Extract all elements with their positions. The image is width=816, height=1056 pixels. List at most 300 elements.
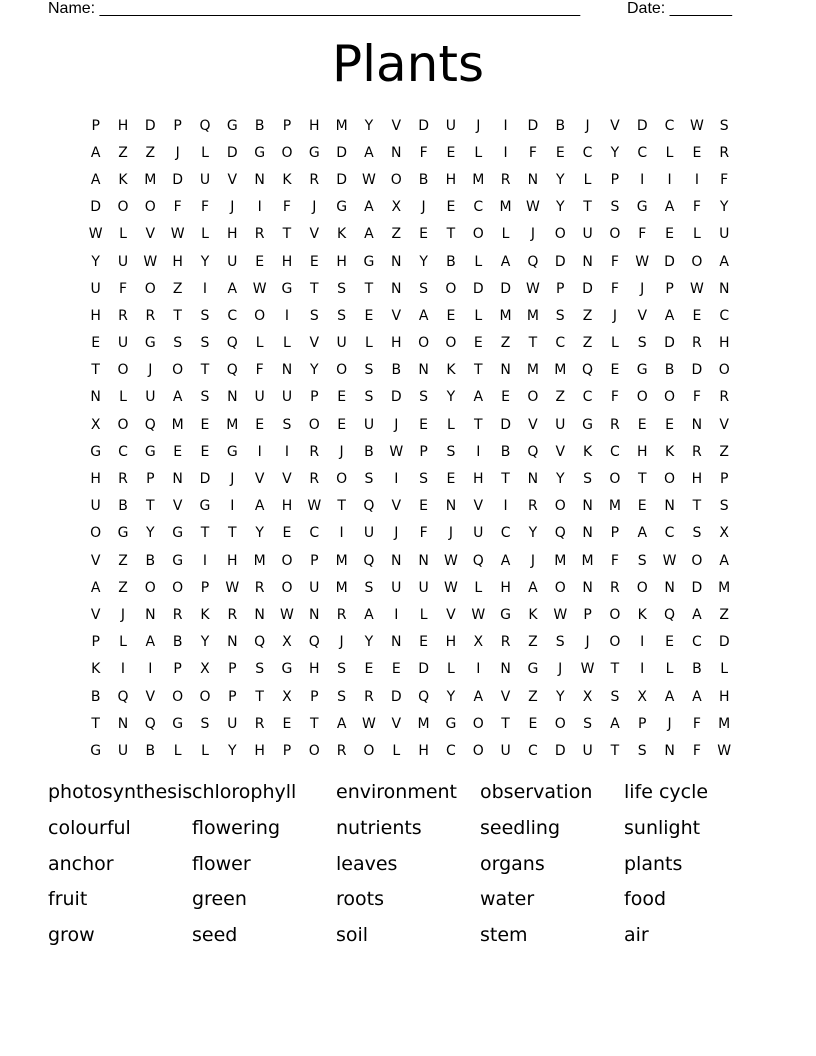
grid-letter: N	[391, 144, 402, 161]
grid-letter: O	[527, 389, 539, 406]
grid-letter: T	[228, 525, 237, 542]
grid-letter: I	[640, 661, 645, 678]
grid-letter: K	[582, 443, 593, 460]
grid-letter: E	[337, 416, 347, 433]
grid-letter: T	[146, 498, 155, 515]
grid-letter: C	[528, 742, 538, 759]
grid-letter: Z	[582, 335, 593, 352]
grid-letter: B	[446, 253, 456, 270]
grid-letter: M	[171, 416, 184, 433]
grid-letter: W	[143, 253, 158, 270]
grid-letter: D	[199, 471, 211, 488]
word-bank-item: observation	[480, 781, 593, 803]
name-line: Name: ______________________________________________________	[48, 0, 581, 17]
word-bank-item: green	[192, 888, 247, 911]
word-bank	[48, 778, 768, 957]
grid-letter: F	[692, 742, 701, 759]
grid-letter: R	[118, 471, 128, 488]
grid-letter: O	[390, 171, 402, 188]
grid-letter: Z	[555, 389, 566, 406]
grid-letter: N	[527, 171, 539, 188]
grid-letter: E	[501, 389, 511, 406]
grid-letter: A	[500, 552, 511, 569]
grid-letter: F	[255, 362, 264, 379]
grid-letter: O	[117, 199, 129, 216]
grid-letter: G	[199, 498, 211, 515]
grid-letter: T	[310, 715, 319, 732]
grid-letter: L	[665, 144, 674, 161]
grid-row	[82, 601, 738, 628]
grid-letter: H	[472, 471, 484, 488]
grid-letter: X	[282, 688, 292, 705]
grid-letter: W	[689, 280, 704, 297]
grid-letter: B	[118, 498, 128, 515]
grid-letter: M	[608, 498, 621, 515]
grid-letter: S	[364, 579, 374, 596]
grid-letter: O	[554, 498, 566, 515]
word-bank-item: air	[624, 924, 649, 947]
grid-letter: G	[281, 661, 293, 678]
grid-letter: V	[391, 715, 402, 732]
grid-letter: O	[664, 471, 676, 488]
grid-letter: T	[91, 715, 100, 732]
grid-letter: M	[526, 362, 539, 379]
grid-letter: G	[527, 661, 539, 678]
grid-letter: J	[448, 525, 453, 542]
grid-row	[82, 520, 738, 547]
grid-row	[82, 547, 738, 574]
grid-letter: W	[553, 606, 568, 623]
grid-letter: A	[364, 606, 374, 623]
grid-letter: Y	[200, 634, 210, 651]
grid-letter: P	[719, 471, 729, 488]
grid-letter: L	[201, 144, 209, 161]
grid-letter: R	[692, 443, 702, 460]
word-bank-item: flower	[192, 852, 251, 875]
grid-letter: S	[364, 389, 374, 406]
grid-letter: O	[554, 715, 566, 732]
grid-letter: U	[555, 416, 566, 433]
grid-letter: O	[609, 471, 621, 488]
grid-letter: D	[90, 199, 102, 216]
grid-letter: J	[339, 634, 344, 651]
grid-letter: F	[692, 199, 701, 216]
grid-letter: V	[282, 471, 292, 488]
grid-letter: U	[445, 117, 457, 134]
grid-letter: O	[172, 362, 184, 379]
grid-letter: D	[527, 117, 539, 134]
grid-letter: A	[336, 715, 347, 732]
grid-letter: M	[335, 579, 348, 596]
word-bank-item: environment	[336, 781, 458, 803]
grid-letter: H	[718, 335, 730, 352]
grid-letter: V	[145, 688, 156, 705]
grid-letter: Z	[172, 280, 183, 297]
grid-letter: Q	[363, 552, 375, 569]
grid-letter: K	[528, 606, 538, 623]
grid-letter: F	[610, 552, 619, 569]
grid-letter: E	[665, 226, 674, 243]
grid-letter: G	[144, 443, 156, 460]
grid-letter: T	[337, 498, 346, 515]
grid-letter: G	[117, 525, 129, 542]
grid-row	[82, 194, 738, 221]
grid-letter: G	[636, 362, 648, 379]
grid-letter: P	[310, 389, 319, 406]
grid-letter: E	[364, 307, 374, 324]
grid-letter: H	[445, 171, 457, 188]
grid-letter: C	[118, 443, 128, 460]
grid-letter: V	[610, 117, 620, 134]
grid-letter: F	[282, 199, 291, 216]
grid-letter: N	[281, 362, 293, 379]
grid-letter: W	[307, 498, 322, 515]
grid-letter: L	[119, 634, 127, 651]
grid-row	[82, 465, 738, 492]
grid-letter: G	[226, 443, 238, 460]
grid-letter: D	[554, 253, 566, 270]
grid-letter: Z	[719, 443, 729, 460]
grid-letter: C	[555, 335, 566, 352]
grid-row	[82, 710, 738, 737]
grid-letter: A	[90, 144, 101, 161]
grid-row	[82, 330, 738, 357]
grid-letter: E	[692, 144, 702, 161]
grid-letter: U	[719, 226, 730, 243]
grid-letter: Q	[308, 634, 320, 651]
grid-letter: N	[391, 552, 402, 569]
grid-letter: A	[664, 307, 675, 324]
grid-letter: V	[309, 226, 320, 243]
grid-letter: Y	[419, 253, 428, 270]
grid-letter: G	[144, 335, 156, 352]
grid-letter: W	[635, 253, 650, 270]
grid-letter: E	[692, 307, 702, 324]
grid-row	[82, 275, 738, 302]
grid-letter: I	[394, 471, 399, 488]
grid-letter: V	[145, 226, 156, 243]
grid-letter: D	[718, 634, 730, 651]
grid-letter: R	[118, 307, 128, 324]
grid-letter: O	[308, 742, 320, 759]
grid-letter: V	[391, 498, 402, 515]
grid-letter: B	[418, 171, 429, 188]
word-bank-item: photosynthesis	[48, 781, 193, 803]
grid-letter: G	[308, 144, 320, 161]
grid-letter: D	[664, 335, 675, 352]
grid-letter: V	[555, 443, 566, 460]
grid-letter: T	[610, 742, 620, 759]
grid-letter: O	[554, 226, 566, 243]
grid-letter: H	[418, 742, 429, 759]
grid-letter: J	[421, 199, 426, 216]
grid-letter: I	[284, 307, 290, 324]
grid-letter: E	[200, 443, 210, 460]
grid-row	[82, 737, 738, 764]
grid-letter: E	[446, 144, 456, 161]
grid-letter: W	[252, 280, 267, 297]
grid-letter: E	[309, 253, 319, 270]
grid-letter: U	[90, 280, 101, 297]
grid-letter: I	[640, 171, 645, 188]
date-line: Date: _______	[627, 0, 732, 17]
grid-letter: C	[309, 525, 320, 542]
grid-letter: X	[473, 634, 484, 651]
word-bank-item: organs	[480, 852, 545, 875]
grid-letter: H	[172, 253, 183, 270]
grid-letter: S	[364, 362, 374, 379]
grid-letter: I	[202, 280, 208, 297]
grid-letter: O	[144, 579, 156, 596]
grid-letter: T	[501, 715, 510, 732]
grid-letter: E	[473, 335, 483, 352]
grid-letter: F	[118, 280, 128, 297]
grid-letter: O	[609, 226, 621, 243]
grid-letter: M	[253, 552, 266, 569]
grid-letter: E	[91, 335, 101, 352]
grid-letter: R	[227, 606, 238, 623]
word-bank-item: flowering	[192, 816, 281, 839]
grid-letter: V	[637, 307, 648, 324]
grid-letter: M	[499, 199, 512, 216]
grid-letter: I	[284, 443, 290, 460]
grid-letter: M	[554, 552, 567, 569]
grid-letter: N	[254, 606, 265, 623]
grid-letter: U	[309, 579, 320, 596]
grid-letter: Q	[144, 715, 156, 732]
grid-letter: S	[583, 471, 593, 488]
grid-letter: K	[446, 362, 456, 379]
grid-letter: L	[665, 661, 674, 678]
grid-letter: L	[119, 389, 127, 406]
grid-letter: N	[391, 280, 402, 297]
grid-letter: A	[227, 280, 238, 297]
grid-letter: D	[172, 171, 184, 188]
grid-letter: R	[309, 471, 320, 488]
grid-letter: A	[254, 498, 265, 515]
grid-letter: E	[446, 471, 456, 488]
grid-letter: U	[281, 389, 293, 406]
grid-letter: H	[718, 688, 730, 705]
grid-letter: P	[610, 525, 620, 542]
grid-letter: N	[500, 362, 511, 379]
word-bank-item: anchor	[48, 852, 114, 875]
grid-letter: C	[500, 525, 511, 542]
grid-letter: S	[446, 443, 456, 460]
grid-letter: Z	[719, 606, 729, 623]
grid-letter: L	[419, 606, 428, 623]
grid-letter: U	[90, 498, 101, 515]
grid-letter: R	[336, 606, 347, 623]
grid-letter: D	[226, 144, 238, 161]
word-bank-item: roots	[336, 888, 384, 911]
grid-letter: H	[309, 117, 320, 134]
grid-letter: N	[145, 606, 156, 623]
grid-row	[82, 629, 738, 656]
grid-letter: W	[689, 117, 704, 134]
grid-letter: J	[120, 606, 126, 623]
grid-letter: G	[254, 144, 266, 161]
grid-letter: F	[692, 389, 701, 406]
grid-letter: W	[170, 226, 185, 243]
grid-letter: C	[637, 144, 648, 161]
grid-letter: H	[281, 253, 293, 270]
grid-letter: S	[173, 335, 183, 352]
grid-letter: N	[90, 389, 101, 406]
grid-letter: D	[336, 171, 347, 188]
grid-letter: O	[144, 280, 156, 297]
grid-letter: L	[583, 171, 592, 188]
grid-letter: H	[117, 117, 129, 134]
grid-letter: H	[90, 471, 101, 488]
grid-letter: R	[309, 171, 320, 188]
grid-letter: P	[419, 443, 428, 460]
grid-letter: U	[391, 579, 402, 596]
grid-letter: P	[173, 117, 182, 134]
grid-letter: T	[528, 335, 538, 352]
grid-letter: D	[336, 144, 347, 161]
grid-letter: B	[664, 362, 675, 379]
grid-letter: W	[225, 579, 240, 596]
grid-letter: M	[718, 715, 731, 732]
grid-letter: N	[391, 634, 402, 651]
grid-letter: V	[90, 552, 101, 569]
word-bank-item: fruit	[48, 888, 88, 911]
grid-letter: S	[419, 471, 429, 488]
grid-letter: S	[337, 661, 347, 678]
grid-letter: I	[503, 144, 508, 161]
grid-letter: Y	[446, 389, 456, 406]
grid-letter: H	[445, 634, 457, 651]
grid-letter: D	[472, 280, 484, 297]
grid-letter: R	[364, 688, 374, 705]
grid-letter: D	[664, 253, 675, 270]
grid-letter: S	[719, 498, 729, 515]
grid-letter: W	[444, 579, 458, 596]
grid-letter: A	[692, 606, 702, 623]
grid-letter: V	[172, 498, 183, 515]
grid-letter: B	[500, 443, 511, 460]
grid-letter: L	[447, 416, 455, 433]
grid-letter: P	[173, 661, 182, 678]
grid-letter: Y	[528, 525, 538, 542]
grid-letter: L	[365, 335, 373, 352]
grid-row	[82, 221, 738, 248]
grid-letter: E	[446, 307, 456, 324]
grid-letter: X	[282, 634, 292, 651]
grid-letter: V	[227, 171, 238, 188]
grid-letter: F	[610, 253, 619, 270]
grid-letter: E	[419, 416, 429, 433]
grid-letter: R	[309, 443, 320, 460]
grid-letter: I	[230, 498, 235, 515]
grid-letter: U	[117, 335, 129, 352]
grid-letter: J	[230, 199, 235, 216]
grid-letter: V	[391, 117, 402, 134]
grid-letter: I	[257, 199, 262, 216]
grid-letter: K	[664, 443, 675, 460]
grid-letter: T	[255, 688, 264, 705]
grid-letter: I	[640, 634, 645, 651]
grid-letter: Y	[91, 253, 100, 270]
grid-letter: R	[610, 579, 620, 596]
grid-letter: P	[310, 552, 319, 569]
grid-letter: E	[446, 199, 456, 216]
grid-letter: N	[445, 498, 457, 515]
grid-letter: J	[667, 715, 672, 732]
grid-letter: O	[636, 389, 648, 406]
grid-letter: A	[364, 199, 374, 216]
grid-letter: Y	[555, 171, 565, 188]
grid-letter: B	[90, 688, 101, 705]
grid-letter: F	[610, 389, 619, 406]
grid-letter: W	[88, 226, 103, 243]
grid-letter: A	[364, 144, 374, 161]
grid-letter: I	[202, 552, 208, 569]
grid-letter: L	[501, 226, 510, 243]
grid-letter: J	[394, 525, 399, 542]
grid-letter: D	[691, 579, 703, 596]
grid-letter: N	[309, 606, 320, 623]
grid-letter: X	[582, 688, 593, 705]
grid-letter: S	[719, 117, 729, 134]
grid-letter: H	[90, 307, 101, 324]
grid-letter: A	[90, 171, 101, 188]
grid-letter: T	[200, 362, 210, 379]
grid-letter: Y	[255, 525, 264, 542]
grid-letter: O	[609, 634, 621, 651]
grid-letter: F	[173, 199, 182, 216]
grid-letter: A	[364, 226, 374, 243]
grid-letter: V	[528, 416, 538, 433]
grid-letter: R	[500, 171, 511, 188]
grid-letter: A	[664, 688, 675, 705]
grid-letter: C	[227, 307, 238, 324]
grid-letter: E	[282, 715, 292, 732]
grid-letter: O	[691, 552, 703, 569]
grid-letter: H	[391, 335, 402, 352]
grid-letter: L	[201, 226, 209, 243]
grid-letter: W	[471, 606, 486, 623]
word-bank-item: water	[480, 888, 535, 911]
grid-letter: N	[172, 471, 183, 488]
grid-row	[82, 112, 738, 139]
grid-letter: H	[691, 471, 703, 488]
grid-letter: E	[255, 253, 265, 270]
grid-letter: F	[528, 144, 537, 161]
grid-letter: N	[664, 579, 675, 596]
grid-letter: B	[364, 443, 374, 460]
grid-letter: V	[309, 335, 320, 352]
grid-letter: M	[554, 362, 567, 379]
grid-letter: S	[337, 688, 347, 705]
grid-letter: A	[610, 715, 620, 732]
word-search-grid	[82, 112, 738, 765]
word-bank-item: plants	[624, 852, 683, 875]
grid-letter: T	[692, 498, 702, 515]
grid-letter: J	[612, 307, 617, 324]
grid-letter: W	[362, 715, 376, 732]
grid-letter: T	[173, 307, 182, 324]
grid-letter: L	[119, 226, 127, 243]
grid-letter: S	[637, 335, 647, 352]
grid-letter: N	[691, 416, 703, 433]
grid-letter: O	[472, 742, 484, 759]
word-bank-item: leaves	[336, 852, 398, 875]
grid-letter: J	[312, 199, 317, 216]
grid-letter: Y	[446, 688, 456, 705]
grid-letter: Y	[719, 199, 729, 216]
